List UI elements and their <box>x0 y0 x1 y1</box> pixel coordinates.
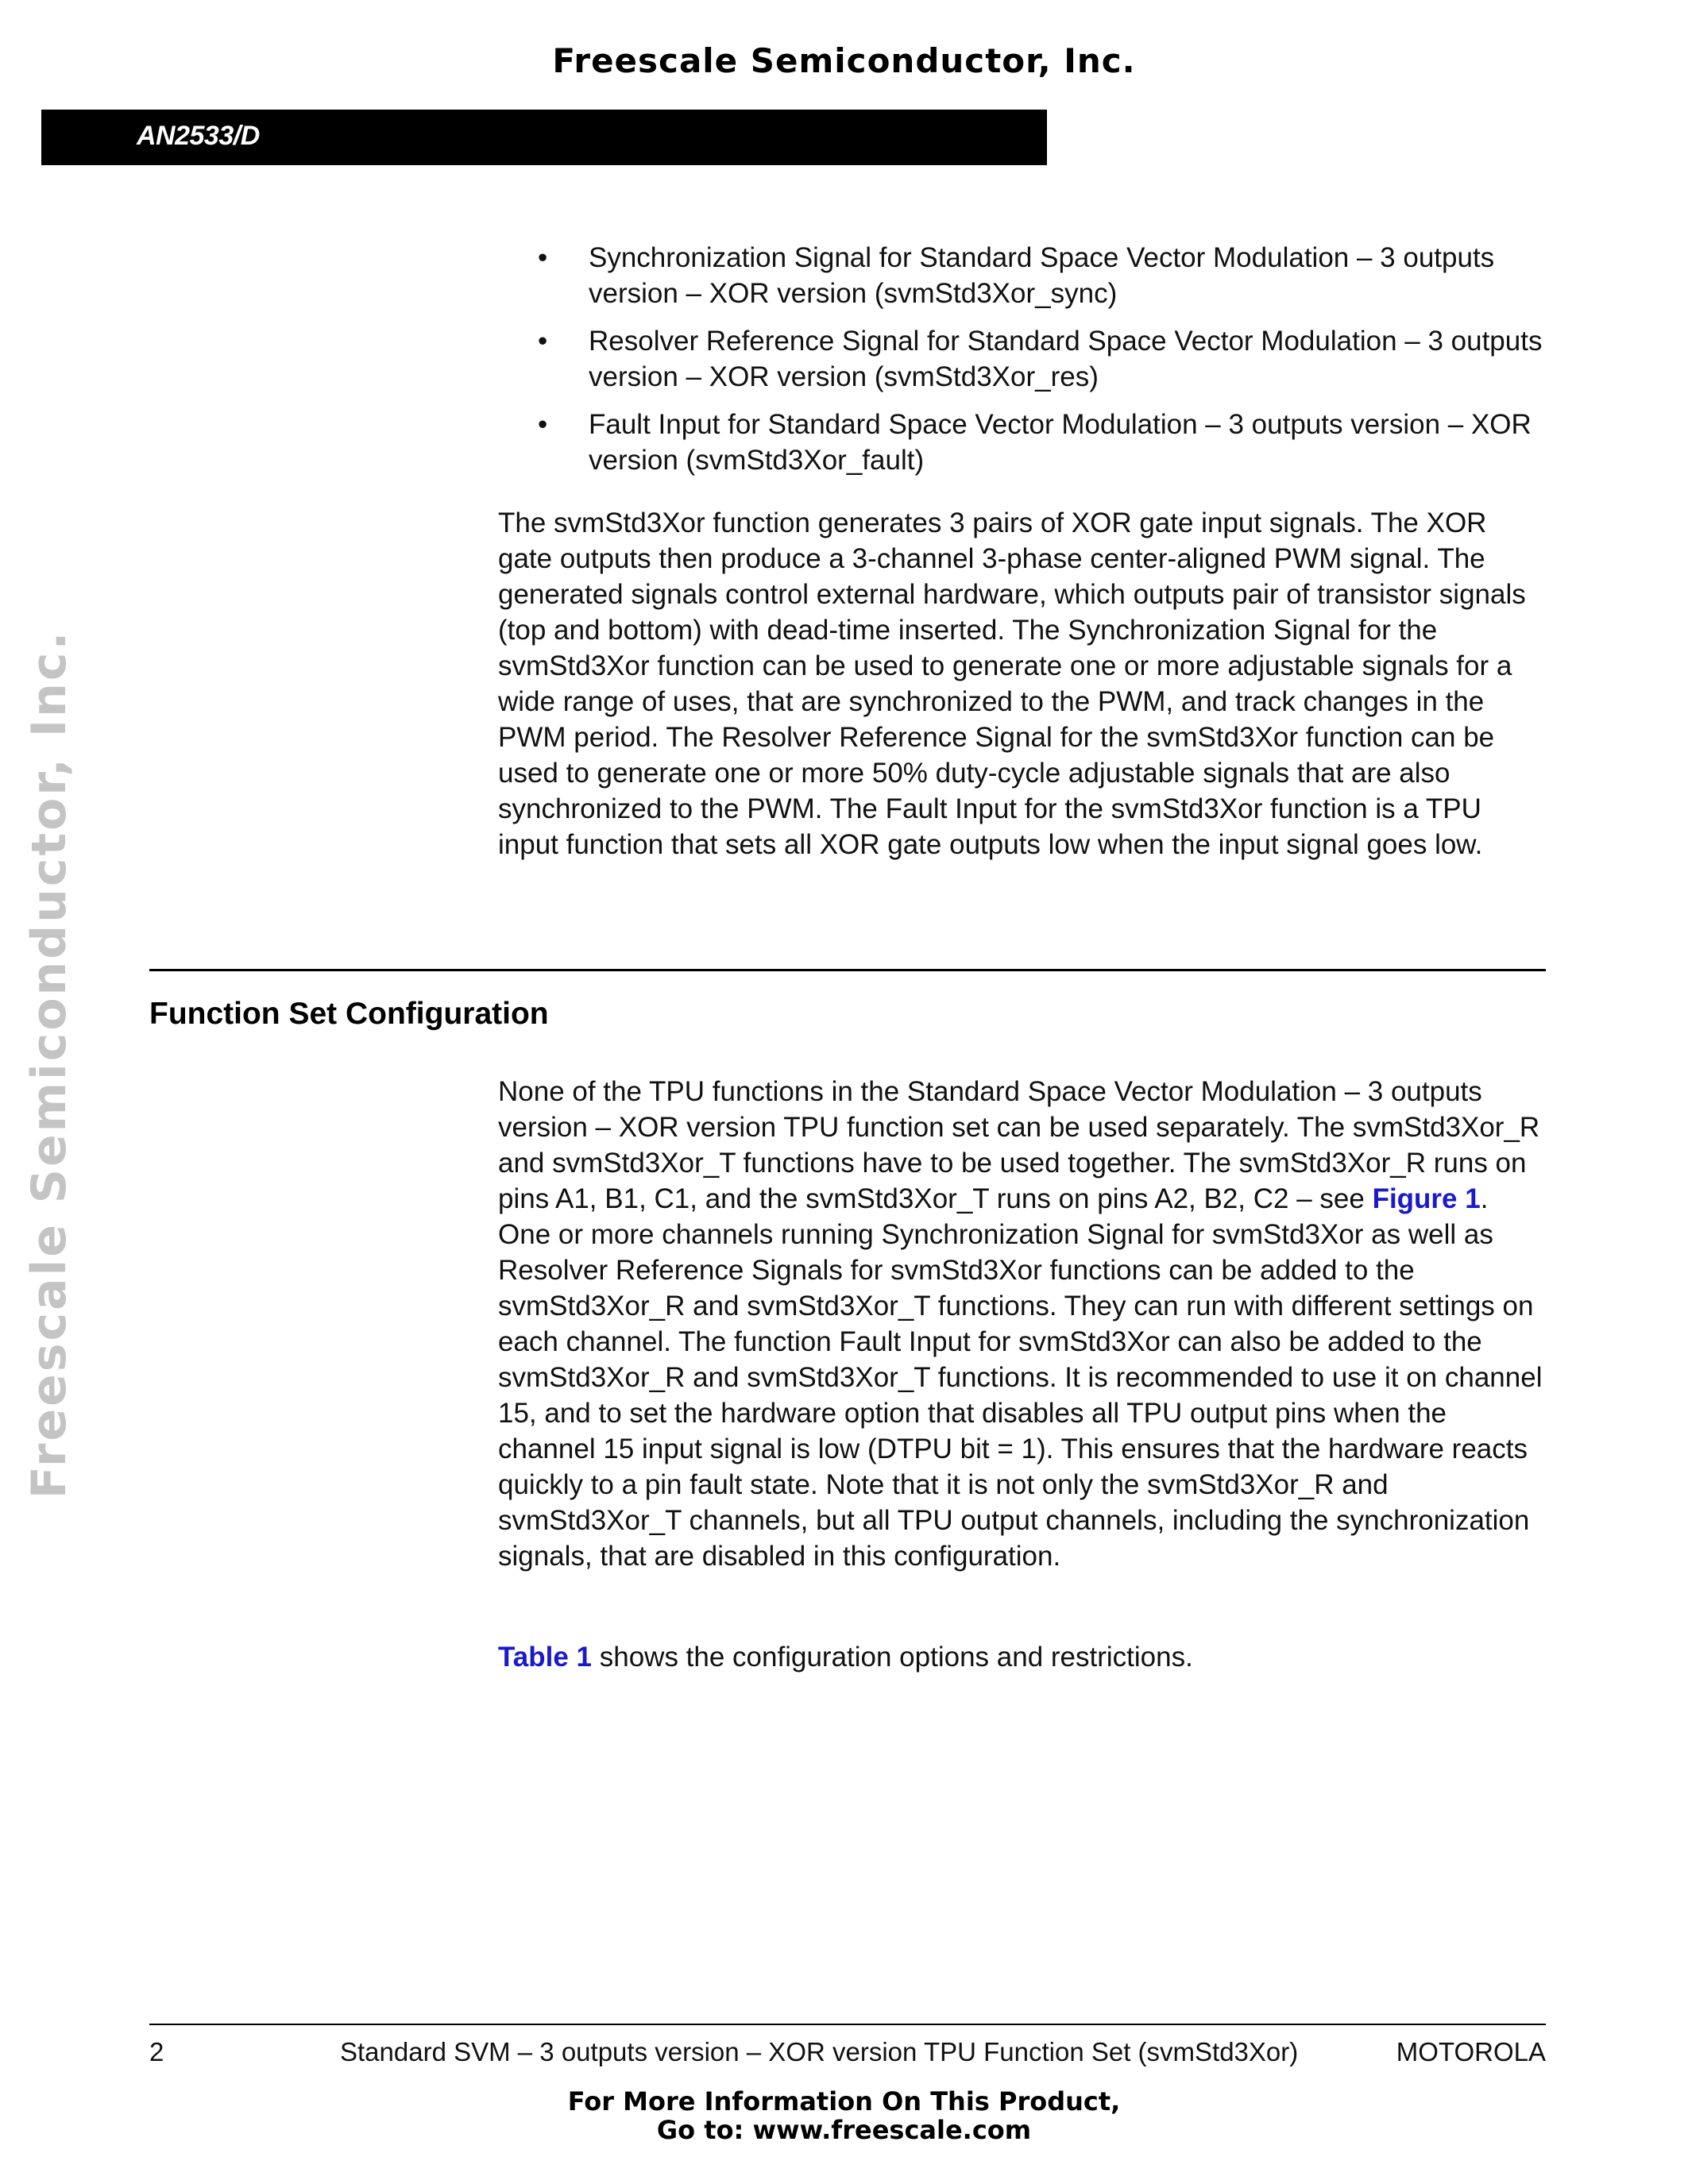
header-company: Freescale Semiconductor, Inc. <box>552 41 1136 80</box>
bullet-icon: • <box>538 326 548 357</box>
paragraph-text-part1: None of the TPU functions in the Standard Space Vector Modulation – 3 outputs version – XOR version TPU function set can be used separately. The svmStd3Xor_R and svmStd3Xor_T functions have to be used together. The svmStd3Xor_R runs on pins A1, B1, C1, and the svmStd3Xor_T runs on pins A2, B2, C2 – see <box>498 1076 1540 1214</box>
bullet-text: Fault Input for Standard Space Vector Modulation – 3 outputs version – XOR version (svmStd3Xor_fault) <box>589 409 1532 476</box>
section-heading: Function Set Configuration <box>149 997 549 1031</box>
bullet-text: Resolver Reference Signal for Standard Space Vector Modulation – 3 outputs version – XOR version (svmStd3Xor_res) <box>589 326 1543 392</box>
section-divider <box>149 969 1546 971</box>
configuration-paragraph <box>498 1074 1547 1574</box>
bullet-item-fault <box>498 407 1555 478</box>
bullet-item-sync <box>498 240 1555 311</box>
intro-paragraph: The svmStd3Xor function generates 3 pairs of XOR gate input signals. The XOR gate outputs then produce a 3-channel 3-phase center-aligned PWM signal. The generated signals control external hardware, which outputs pair of transistor signals (top and bottom) with dead-time inserted. The Synchronization Signal for the svmStd3Xor function can be used to generate one or more adjustable signals for a wide range of uses, that are synchronized to the PWM, and track changes in the PWM period. The Resolver Reference Signal for the svmStd3Xor function can be used to generate one or more 50% duty-cycle adjustable signals that are also synchronized to the PWM. The Fault Input for the svmStd3Xor function is a TPU input function that sets all XOR gate outputs low when the input signal goes low. <box>498 507 1526 860</box>
doc-id-bar <box>41 110 1047 165</box>
bullet-text: Synchronization Signal for Standard Space Vector Modulation – 3 outputs version – XOR version (svmStd3Xor_sync) <box>589 242 1495 309</box>
footer-title: Standard SVM – 3 outputs version – XOR version TPU Function Set (svmStd3Xor) <box>340 2037 1299 2066</box>
more-info-line-1: For More Information On This Product, <box>567 2086 1121 2116</box>
table-reference-paragraph <box>498 1639 1547 1675</box>
figure-1-link[interactable]: Figure 1 <box>1372 1183 1481 1214</box>
bullet-item-res <box>498 323 1555 395</box>
table-sentence: shows the configuration options and restrictions. <box>592 1642 1193 1673</box>
function-bullet-list <box>498 240 1555 490</box>
page-number: 2 <box>149 2037 164 2066</box>
bullet-icon: • <box>538 242 548 273</box>
footer-divider <box>149 2024 1546 2025</box>
more-info-line-2: Go to: www.freescale.com <box>656 2115 1032 2145</box>
bullet-icon: • <box>538 409 548 440</box>
more-info-notice <box>0 2087 1688 2144</box>
doc-id: AN2533/D <box>137 121 260 151</box>
paragraph-text-part2: . One or more channels running Synchronization Signal for svmStd3Xor as well as Resolver Reference Signals for svmStd3Xor functions can be added to the svmStd3Xor_R and svmStd3Xor_T functions. They can run with different settings on each channel. The function Fault Input for svmStd3Xor can also be added to the svmStd3Xor_R and svmStd3Xor_T functions. It is recommended to use it on channel 15, and to set the hardware option that disables all TPU output pins when the channel 15 input signal is low (DTPU bit = 1). This ensures that the hardware reacts quickly to a pin fault state. Note that it is not only the svmStd3Xor_R and svmStd3Xor_T channels, but all TPU output channels, including the synchronization signals, that are disabled in this configuration. <box>498 1183 1543 1572</box>
table-1-link[interactable]: Table 1 <box>498 1642 593 1673</box>
footer-company: MOTOROLA <box>1396 2037 1546 2066</box>
side-watermark: Freescale Semiconductor, Inc. <box>21 629 77 1499</box>
